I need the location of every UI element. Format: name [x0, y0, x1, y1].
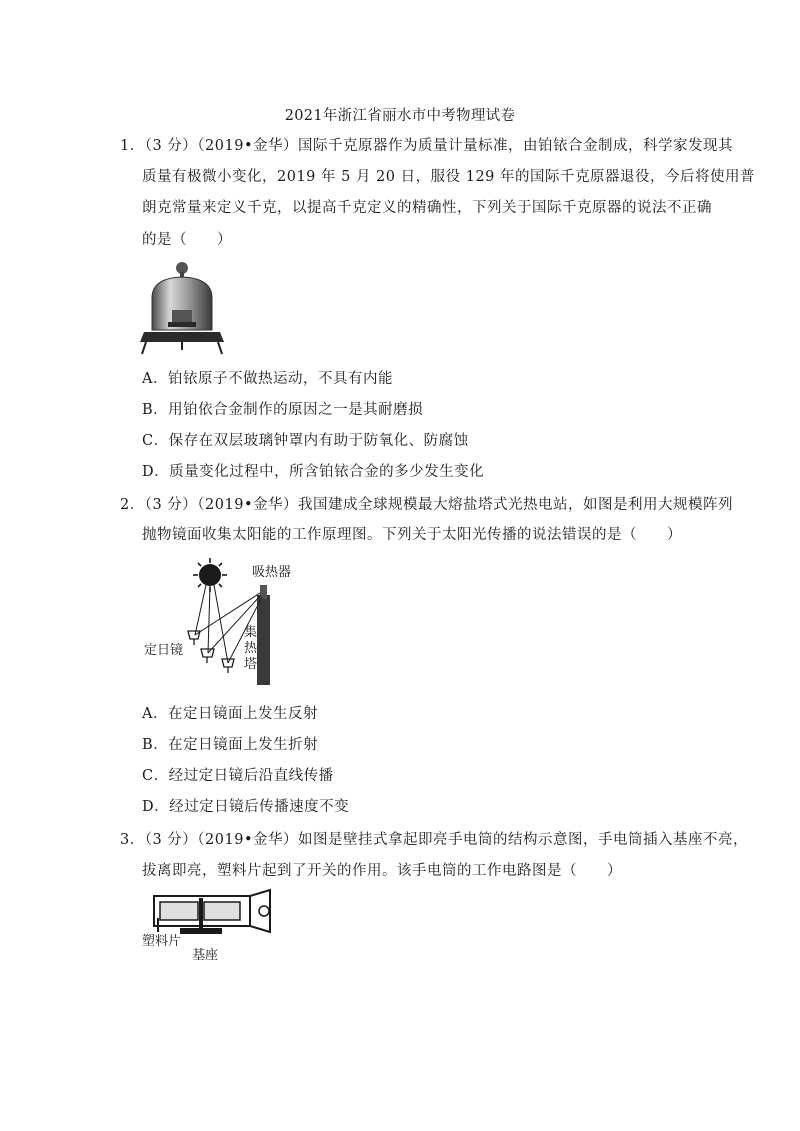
q2-line-2: 抛物镜面收集太阳能的工作原理图。下列关于太阳光传播的说法错误的是（ ）	[142, 527, 682, 543]
base-label: 基座	[192, 948, 219, 963]
q1-line-4: 的是（ ）	[142, 232, 232, 248]
q1-option-c: C．保存在双层玻璃钟罩内有助于防氧化、防腐蚀	[142, 433, 469, 449]
q2-option-a: A．在定日镜面上发生反射	[142, 706, 318, 722]
q1-line-3: 朗克常量来定义千克，以提高千克定义的精确性，下列关于国际千克原器的说法不正确	[142, 200, 712, 216]
tower-label-char-1: 集	[244, 625, 258, 640]
q1-line-1: 1．（3 分）（2019•金华）国际千克原器作为质量计量标准，由铂铱合金制成，科学家发现其	[120, 138, 734, 154]
q1-option-b: B．用铂依合金制作的原因之一是其耐磨损	[142, 402, 424, 418]
page-title: 2021年浙江省丽水市中考物理试卷	[284, 108, 516, 124]
tower-label	[244, 625, 257, 673]
plastic-piece-label: 塑料片	[142, 934, 182, 949]
q1-option-d: D．质量变化过程中，所含铂铱合金的多少发生变化	[142, 464, 485, 480]
tower-label-char-3: 塔	[244, 657, 258, 672]
solar-tower-figure	[140, 555, 320, 690]
solar-tower-drawing	[140, 555, 320, 690]
tower-label-char-2: 热	[244, 641, 258, 656]
q2-option-b: B．在定日镜面上发生折射	[142, 737, 319, 753]
q2-option-c: C．经过定日镜后沿直线传播	[142, 768, 334, 784]
flashlight-figure	[140, 888, 280, 963]
q3-line-1: 3．（3 分）（2019•金华）如图是壁挂式拿起即亮手电筒的结构示意图，手电筒插入基座不亮，	[120, 832, 749, 848]
q1-line-2: 质量有极微小变化，2019 年 5 月 20 日，服役 129 年的国际千克原器退役，今后将使用普	[142, 169, 756, 185]
kilogram-prototype-figure	[138, 258, 230, 358]
q2-line-1: 2．（3 分）（2019•金华）我国建成全球规模最大熔盐塔式光热电站，如图是利用大规模阵列	[120, 497, 734, 513]
q3-line-2: 拔离即亮，塑料片起到了开关的作用。该手电筒的工作电路图是（ ）	[142, 863, 622, 879]
heliostat-label: 定日镜	[144, 643, 184, 658]
q1-option-a: A．铂铱原子不做热运动，不具有内能	[142, 371, 393, 387]
q2-option-d: D．经过定日镜后传播速度不变	[142, 799, 350, 815]
absorber-label: 吸热器	[252, 565, 292, 580]
